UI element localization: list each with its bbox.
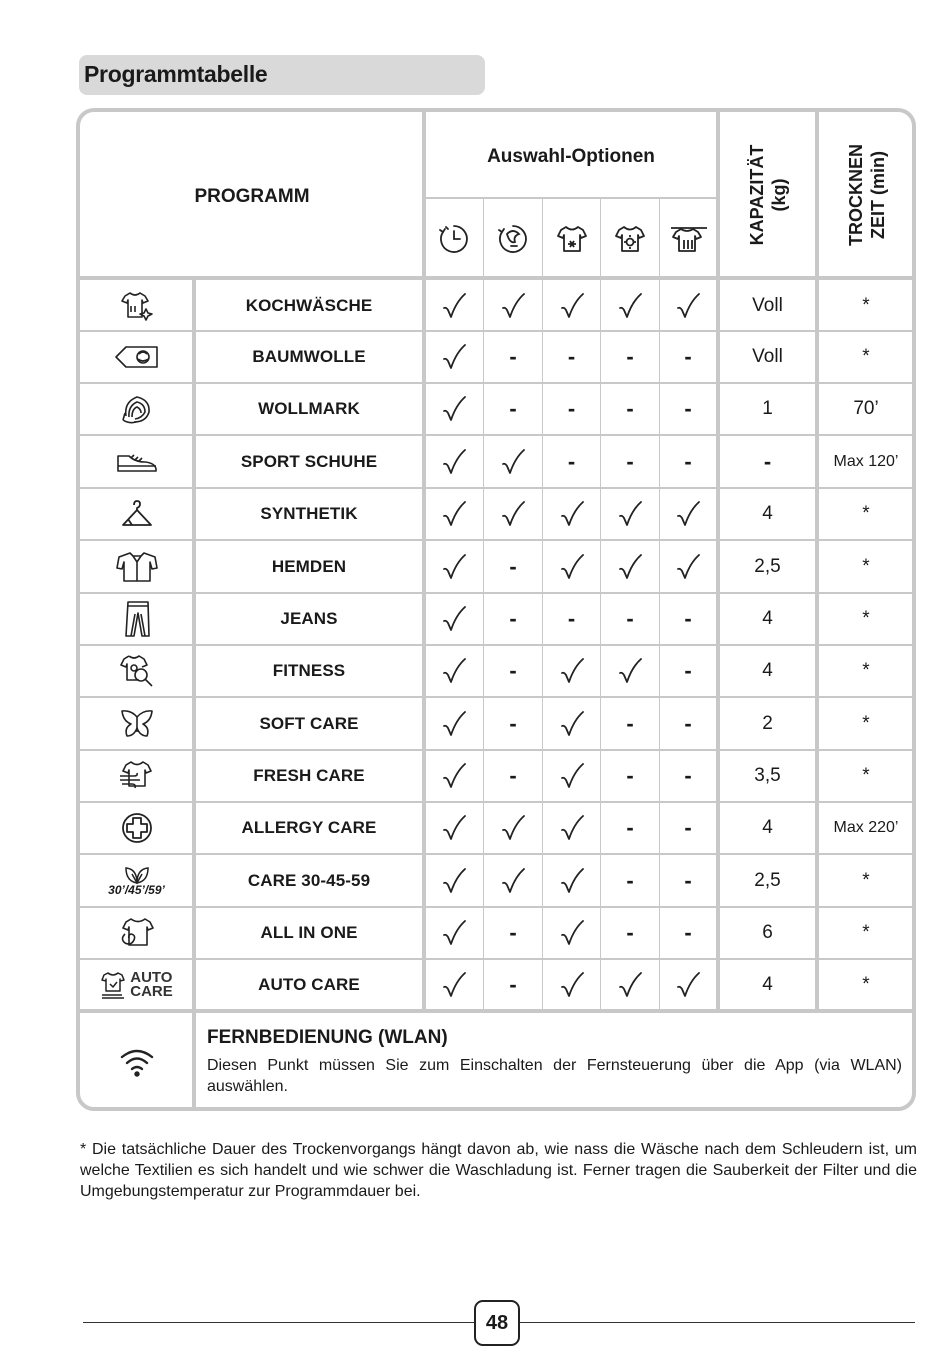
- program-name-14: AUTO CARE: [258, 975, 360, 994]
- auto-care-icon: [80, 960, 193, 1010]
- option-check-r9-c3: [543, 698, 600, 749]
- dash-mark: -: [509, 763, 517, 788]
- drying-time-header: [845, 144, 889, 246]
- synthetic-hanger-icon: [80, 489, 193, 539]
- option-check-r5-c3: [543, 489, 600, 539]
- programm-header: PROGRAMM: [194, 186, 310, 207]
- page-title: Programmtabelle: [84, 61, 268, 87]
- option-check-r13-c3: [543, 908, 600, 958]
- option-dash-r12-c5: [660, 855, 716, 906]
- page-title-bar: [79, 55, 485, 95]
- option-dash-r10-c2: [484, 751, 542, 801]
- capacity-value-8: 4: [762, 660, 773, 681]
- capacity-header-line2: (kg): [769, 178, 789, 212]
- option-check-r5-c5: [660, 489, 716, 539]
- option-check-r1-c3: [543, 282, 600, 330]
- dash-mark: -: [684, 920, 692, 945]
- drying-time-value-12: *: [862, 869, 870, 891]
- auto-care-icon-label: [130, 971, 173, 999]
- option-dash-r9-c2: [484, 698, 542, 749]
- drying-time-value-6: *: [862, 555, 870, 577]
- auto-care-icon-label-line2: CARE: [130, 983, 173, 1000]
- wlan-description: Diesen Punkt müssen Sie zum Einschalten der Fernsteuerung über die App (via WLAN) auswählen.: [207, 1057, 902, 1095]
- program-name-12: CARE 30-45-59: [247, 870, 371, 890]
- option-check-r11-c2: [484, 803, 542, 853]
- program-name-11: ALLERGY CARE: [241, 818, 377, 837]
- capacity-value-2: Voll: [752, 346, 783, 367]
- dash-mark: -: [684, 344, 692, 369]
- jeans-icon: [80, 594, 193, 644]
- capacity-value-1: Voll: [752, 295, 783, 316]
- dash-mark: -: [509, 920, 517, 945]
- option-check-r13-c1: [425, 908, 483, 958]
- option-dash-r3-c5: [660, 384, 716, 434]
- allergy-cross-icon: [80, 803, 193, 853]
- program-name-2: BAUMWOLLE: [252, 347, 366, 366]
- option-check-r8-c4: [601, 646, 659, 696]
- option-dash-r13-c5: [660, 908, 716, 958]
- drying-time-value-8: *: [862, 660, 870, 681]
- option-check-r8-c3: [543, 646, 600, 696]
- option-dash-r7-c2: [484, 594, 542, 644]
- drying-time-value-9: *: [862, 712, 870, 734]
- option-check-r1-c5: [660, 282, 716, 330]
- dash-mark: -: [567, 396, 576, 421]
- dash-mark: -: [567, 344, 576, 369]
- program-name-5: SYNTHETIK: [260, 504, 358, 523]
- dash-mark: -: [567, 606, 576, 631]
- program-name-8: FITNESS: [272, 661, 346, 680]
- dash-mark: -: [684, 815, 692, 840]
- option-dash-r10-c4: [601, 751, 659, 801]
- option-check-r5-c2: [484, 489, 542, 539]
- time-delay-icon: [425, 200, 483, 277]
- dash-mark: -: [626, 606, 634, 631]
- option-check-r14-c5: [660, 960, 716, 1010]
- option-dash-r13-c2: [484, 908, 542, 958]
- option-check-r4-c2: [484, 436, 542, 487]
- drying-time-value-13: *: [862, 922, 870, 943]
- option-check-r1-c2: [484, 282, 542, 330]
- option-check-r6-c5: [660, 541, 716, 592]
- dash-mark: -: [509, 606, 517, 631]
- option-dash-r4-c3: [543, 436, 600, 487]
- drying-time-value-7: *: [862, 608, 870, 629]
- drying-time-value-14: *: [862, 974, 870, 995]
- dash-mark: -: [684, 606, 692, 631]
- wifi-icon: [80, 1015, 193, 1109]
- option-check-r8-c1: [425, 646, 483, 696]
- option-check-r14-c4: [601, 960, 659, 1010]
- program-name-1: KOCHWÄSCHE: [245, 296, 373, 315]
- option-dash-r3-c4: [601, 384, 659, 434]
- option-check-r6-c3: [543, 541, 600, 592]
- option-check-r11-c3: [543, 803, 600, 853]
- dash-mark: -: [684, 396, 692, 421]
- option-dash-r8-c2: [484, 646, 542, 696]
- dash-mark: -: [509, 972, 517, 997]
- option-dash-r11-c4: [601, 803, 659, 853]
- option-dash-r13-c4: [601, 908, 659, 958]
- dash-mark: -: [509, 553, 517, 579]
- dash-mark: -: [626, 815, 634, 840]
- drying-time-header-line1: TROCKNEN: [846, 144, 866, 246]
- dash-mark: -: [626, 710, 634, 736]
- shirt-icon: [80, 541, 193, 592]
- option-check-r14-c1: [425, 960, 483, 1010]
- option-check-r14-c3: [543, 960, 600, 1010]
- option-check-r6-c1: [425, 541, 483, 592]
- capacity-value-5: 4: [762, 503, 773, 524]
- drying-time-header-line2: ZEIT (min): [868, 151, 888, 239]
- option-check-r12-c2: [484, 855, 542, 906]
- option-dash-r2-c3: [543, 332, 600, 382]
- program-name-10: FRESH CARE: [253, 766, 365, 785]
- capacity-value-13: 6: [762, 922, 773, 943]
- capacity-value-9: 2: [762, 712, 773, 734]
- footer-line-left: [83, 1322, 474, 1323]
- dash-mark: -: [684, 763, 692, 788]
- capacity-header: [746, 145, 790, 246]
- drying-time-value-11: Max 220’: [833, 819, 899, 836]
- option-dash-r2-c2: [484, 332, 542, 382]
- footer-line-right: [520, 1322, 915, 1323]
- cotton-tag-icon: [80, 332, 193, 382]
- auto-care-icon-label-line1: AUTO: [130, 969, 173, 986]
- fresh-air-shirt-icon: [80, 751, 193, 801]
- dash-mark: -: [684, 867, 692, 893]
- option-check-r11-c1: [425, 803, 483, 853]
- option-check-r10-c3: [543, 751, 600, 801]
- dash-mark: -: [684, 710, 692, 736]
- capacity-value-11: 4: [762, 817, 773, 838]
- program-name-9: SOFT CARE: [259, 713, 359, 733]
- eco-icon-label: 30’/45’/59’: [108, 882, 165, 897]
- program-name-13: ALL IN ONE: [260, 923, 358, 942]
- option-dash-r9-c5: [660, 698, 716, 749]
- option-check-r5-c1: [425, 489, 483, 539]
- option-dash-r14-c2: [484, 960, 542, 1010]
- hang-dry-icon: [660, 200, 718, 277]
- dash-mark: -: [626, 920, 634, 945]
- options-header: Auswahl-Optionen: [487, 146, 655, 167]
- option-dash-r3-c2: [484, 384, 542, 434]
- all-in-one-shirt-icon: [80, 908, 193, 958]
- option-dash-r9-c4: [601, 698, 659, 749]
- capacity-value-10: 3,5: [754, 765, 781, 786]
- dash-mark: -: [626, 448, 634, 474]
- option-check-r6-c4: [601, 541, 659, 592]
- dash-mark: -: [626, 344, 634, 369]
- dash-mark: -: [509, 710, 517, 736]
- option-check-r10-c1: [425, 751, 483, 801]
- option-check-r2-c1: [425, 332, 483, 382]
- program-name-4: SPORT SCHUHE: [240, 451, 378, 471]
- sport-shoe-icon: [80, 436, 193, 487]
- option-dash-r4-c5: [660, 436, 716, 487]
- capacity-value-6: 2,5: [754, 555, 781, 577]
- dash-mark: -: [567, 448, 576, 474]
- option-check-r5-c4: [601, 489, 659, 539]
- dash-mark: -: [684, 448, 692, 474]
- option-check-r4-c1: [425, 436, 483, 487]
- option-check-r1-c1: [425, 282, 483, 330]
- drying-time-value-4: Max 120’: [833, 452, 899, 470]
- option-dash-r2-c4: [601, 332, 659, 382]
- option-dash-r11-c5: [660, 803, 716, 853]
- option-check-r12-c1: [425, 855, 483, 906]
- capacity-value-12: 2,5: [754, 869, 781, 891]
- option-check-r1-c4: [601, 282, 659, 330]
- capacity-value-14: 4: [762, 974, 773, 995]
- quick-dry-icon: [484, 200, 542, 277]
- program-name-6: HEMDEN: [271, 556, 347, 576]
- wlan-title: FERNBEDIENUNG (WLAN): [207, 1027, 448, 1048]
- divider-options-title: [426, 197, 716, 199]
- capacity-value-7: 4: [762, 608, 773, 629]
- option-check-r12-c3: [543, 855, 600, 906]
- capacity-header-line1: KAPAZITÄT: [747, 144, 767, 246]
- option-check-r7-c1: [425, 594, 483, 644]
- option-dash-r12-c4: [601, 855, 659, 906]
- option-check-r9-c1: [425, 698, 483, 749]
- option-dash-r7-c5: [660, 594, 716, 644]
- drying-time-value-5: *: [862, 503, 870, 524]
- option-dash-r10-c5: [660, 751, 716, 801]
- dash-mark: -: [509, 396, 517, 421]
- fitness-shirt-icon: [80, 646, 193, 696]
- footnote: * Die tatsächliche Dauer des Trockenvorgangs hängt davon ab, wie nass die Wäsche nach dem Schleudern ist, um welche Textilien es sich handelt und wie schwer die Waschladung ist. Ferner tragen die Sauberkeit der Filter und die Umgebungstemperatur zur Programmdauer bei.: [80, 1141, 917, 1200]
- page-number: 48: [474, 1300, 520, 1346]
- dash-mark: -: [626, 867, 634, 893]
- dash-mark: -: [509, 344, 517, 369]
- program-name-7: JEANS: [280, 609, 338, 628]
- option-dash-r7-c4: [601, 594, 659, 644]
- hot-wash-shirt-icon: [80, 282, 193, 330]
- dash-mark: -: [509, 658, 517, 683]
- drying-time-value-3: 70’: [853, 398, 879, 419]
- drying-time-value-2: *: [862, 346, 870, 367]
- drying-time-value-10: *: [862, 765, 870, 786]
- extra-dry-icon: [601, 200, 659, 277]
- capacity-value-3: 1: [762, 398, 773, 419]
- wool-ball-icon: [80, 384, 193, 434]
- program-name-3: WOLLMARK: [258, 399, 360, 418]
- option-dash-r4-c4: [601, 436, 659, 487]
- dash-mark: -: [626, 396, 634, 421]
- capacity-value-4: -: [763, 448, 772, 474]
- option-dash-r2-c5: [660, 332, 716, 382]
- butterfly-icon: [80, 698, 193, 749]
- dash-mark: -: [684, 658, 692, 683]
- drying-time-value-1: *: [862, 295, 870, 316]
- option-dash-r3-c3: [543, 384, 600, 434]
- option-check-r3-c1: [425, 384, 483, 434]
- option-dash-r6-c2: [484, 541, 542, 592]
- option-dash-r8-c5: [660, 646, 716, 696]
- iron-free-icon: [543, 200, 601, 277]
- dash-mark: -: [626, 763, 634, 788]
- option-dash-r7-c3: [543, 594, 600, 644]
- eco-leaf-icon: [80, 855, 193, 906]
